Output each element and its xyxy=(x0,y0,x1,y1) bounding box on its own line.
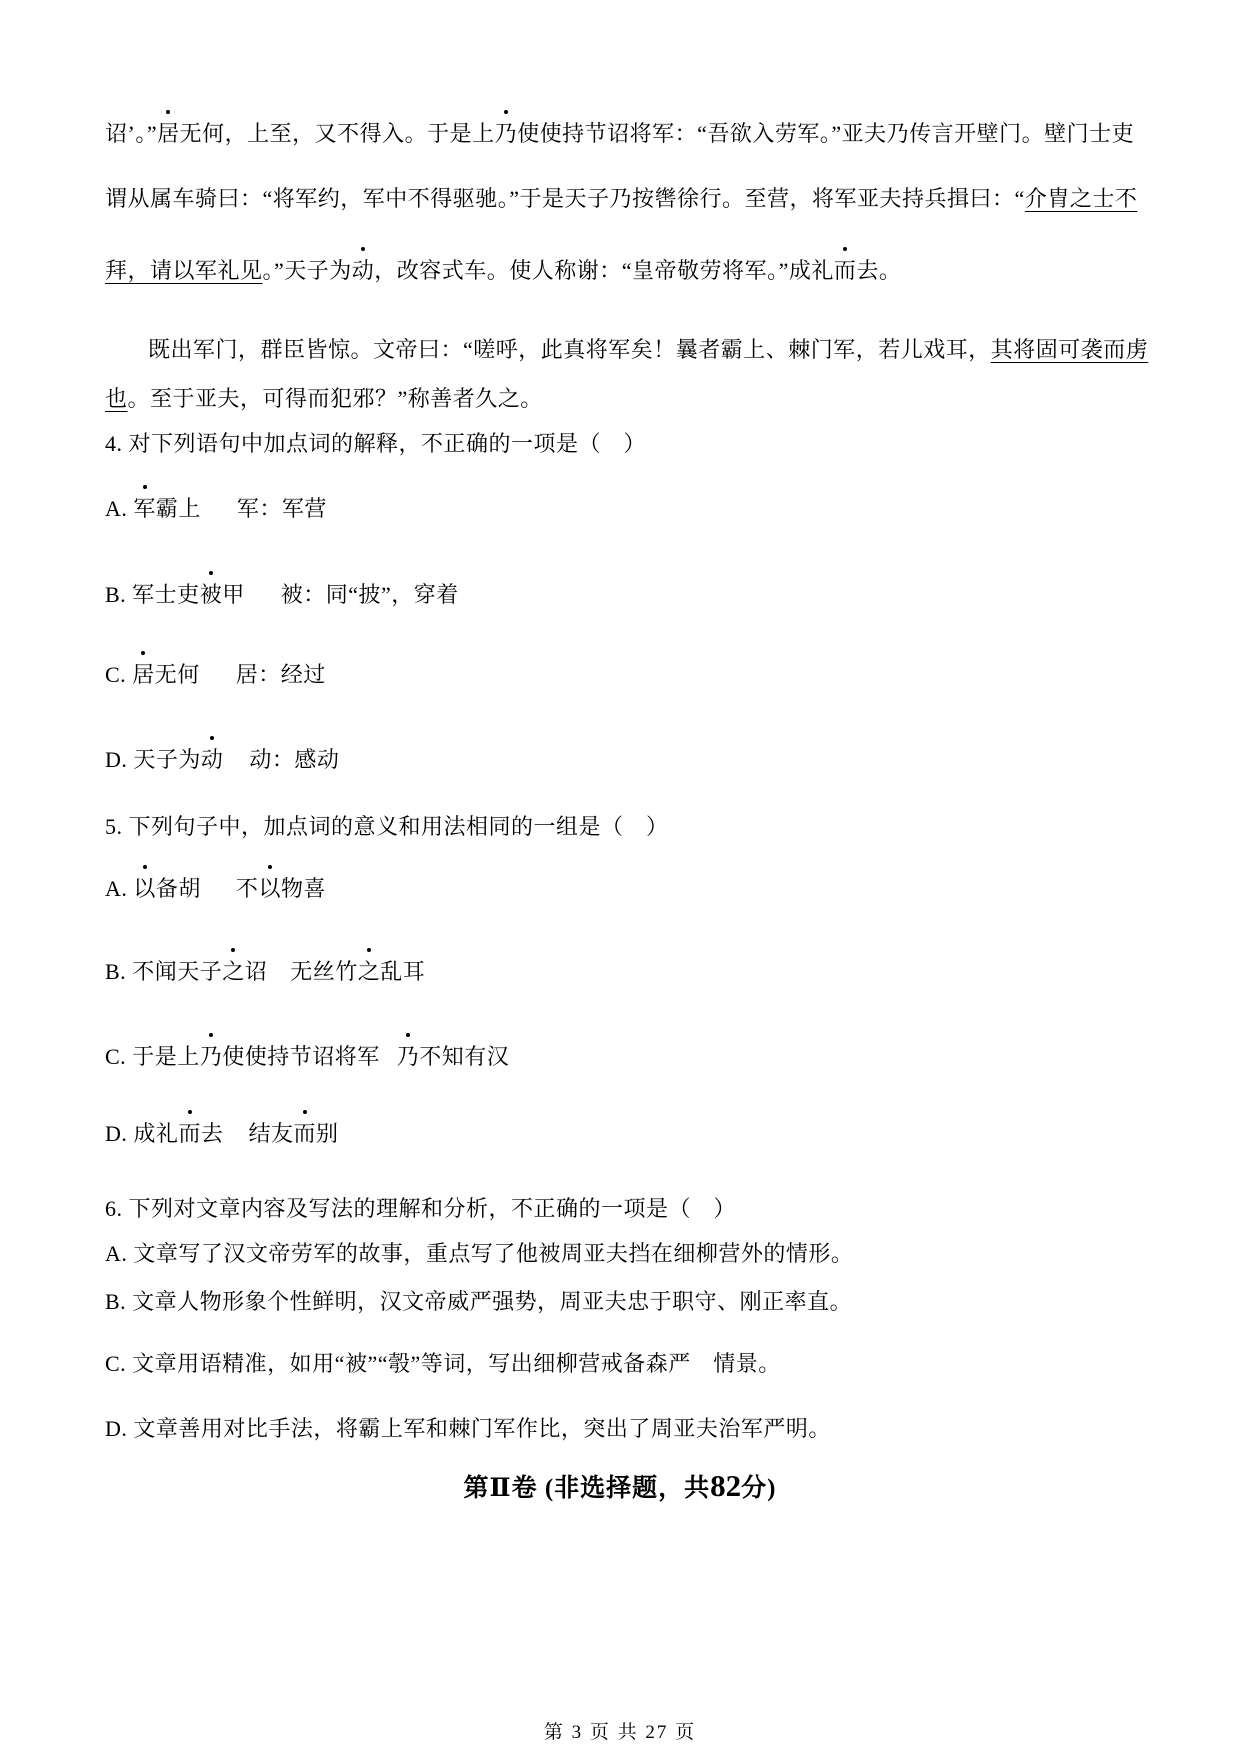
question-6-option-a xyxy=(105,1239,853,1269)
option-explanation: 居：经过 xyxy=(235,662,326,687)
emphasis-dot-char: 居 xyxy=(132,660,155,690)
passage-text: 。至于亚夫，可得而犯邪？”称善者久之。 xyxy=(127,386,543,411)
question-stem-text: 6. 下列对文章内容及写法的理解和分析，不正确的一项是（ ） xyxy=(105,1196,737,1221)
question-stem-text: 5. 下列句子中，加点词的意义和用法相同的一组是（ ） xyxy=(105,814,669,839)
question-5-option-a xyxy=(105,874,326,904)
question-4-option-b xyxy=(105,580,459,610)
question-4-option-a xyxy=(105,494,327,524)
emphasis-dot-char: 之 xyxy=(222,957,245,987)
passage-text: 谓从属车骑曰：“将军约，军中不得驱驰。”于是天子乃按辔徐行。至营，将军亚夫持兵揖曰：“ xyxy=(105,186,1025,211)
heading-text: 分) xyxy=(741,1475,777,1502)
emphasis-dot-char: 而 xyxy=(834,256,857,286)
option-text: 霸上 xyxy=(155,496,201,521)
option-text: C. xyxy=(105,1044,133,1069)
passage-text: 使使持节诏将军：“吾欲入劳军。”亚夫乃传言开壁门。壁门士吏 xyxy=(517,121,1135,146)
emphasis-dot-char: 乃 xyxy=(495,119,518,149)
underlined-text: 也 xyxy=(105,386,128,411)
option-text: 于是上 xyxy=(132,1044,200,1069)
emphasis-dot-char: 居 xyxy=(157,119,180,149)
option-text: C. 文章用语精准，如用“被”“彀”等词，写出细柳营戒备森严 情景。 xyxy=(105,1351,781,1376)
option-text: 成礼 xyxy=(133,1121,179,1146)
option-text: D. 文章善用对比手法，将霸上军和棘门军作比，突出了周亚夫治军严明。 xyxy=(105,1416,831,1441)
emphasis-dot-char: 动 xyxy=(201,745,224,775)
emphasis-dot-char: 以 xyxy=(258,874,281,904)
emphasis-dot-char: 乃 xyxy=(397,1042,420,1072)
underlined-text: 拜，请以军礼见 xyxy=(105,258,263,283)
emphasis-dot-char: 被 xyxy=(200,580,223,610)
passage-p2-line2 xyxy=(105,384,543,414)
page-footer xyxy=(0,1720,1240,1746)
option-explanation: 被：同“披”，穿着 xyxy=(280,582,459,607)
page-number-label: 第 3 页 共 27 页 xyxy=(543,1722,697,1743)
emphasis-dot-char: 军 xyxy=(133,494,156,524)
option-text: 诏 xyxy=(244,959,268,984)
question-5-option-b xyxy=(105,957,425,987)
option-text: C. xyxy=(105,662,133,687)
option-text: 结友 xyxy=(248,1121,294,1146)
passage-p1-line1 xyxy=(105,119,1134,149)
question-stem-text: 4. 对下列语句中加点词的解释，不正确的一项是（ ） xyxy=(105,431,647,456)
passage-text: 无何，上至，又不得入。于是上 xyxy=(179,121,495,146)
section-2-heading xyxy=(0,1468,1240,1507)
passage-text: 去。 xyxy=(856,258,902,283)
question-5-stem xyxy=(105,812,669,842)
option-text: 无何 xyxy=(154,662,200,687)
emphasis-dot-char: 而 xyxy=(178,1119,201,1149)
option-text: 别 xyxy=(315,1121,339,1146)
option-text: 去 xyxy=(200,1121,224,1146)
underlined-text: 介胄之士不 xyxy=(1024,186,1138,211)
option-text: 无丝竹 xyxy=(290,959,358,984)
question-4-option-c xyxy=(105,660,326,690)
passage-text: 既出军门，群臣皆惊。文帝曰：“嗟呼，此真将军矣！曩者霸上、棘门军，若儿戏耳， xyxy=(148,337,991,362)
emphasis-dot-char: 而 xyxy=(293,1119,316,1149)
passage-p2-line1 xyxy=(148,335,1148,365)
emphasis-dot-char: 乃 xyxy=(200,1042,223,1072)
emphasis-dot-char: 动 xyxy=(352,256,375,286)
option-text: D. 天子为 xyxy=(105,747,201,772)
heading-score: 82 xyxy=(710,1468,742,1503)
option-text: B. 军士吏 xyxy=(105,582,200,607)
emphasis-dot-char: 以 xyxy=(133,874,156,904)
option-explanation: 军：军营 xyxy=(236,496,327,521)
option-text: A. 文章写了汉文帝劳军的故事，重点写了他被周亚夫挡在细柳营外的情形。 xyxy=(105,1241,854,1266)
option-text: B. 文章人物形象个性鲜明，汉文帝威严强势，周亚夫忠于职守、刚正率直。 xyxy=(105,1289,853,1314)
option-text: A. xyxy=(105,496,134,521)
passage-p1-line2 xyxy=(105,184,1137,214)
question-4-option-d xyxy=(105,745,339,775)
question-5-option-d xyxy=(105,1119,338,1149)
emphasis-dot-char: 之 xyxy=(358,957,381,987)
option-text: 使使持节诏将军 xyxy=(222,1044,380,1069)
passage-text: 诏’。” xyxy=(105,121,158,146)
passage-text: ，改容式车。使人称谢：“皇帝敬劳将军。”成礼 xyxy=(374,258,834,283)
passage-text: 。”天子为 xyxy=(262,258,352,283)
option-explanation: 动：感动 xyxy=(249,747,340,772)
heading-text: 第Ⅱ卷 xyxy=(463,1475,538,1502)
option-text: D. xyxy=(105,1121,134,1146)
question-6-option-b xyxy=(105,1287,852,1317)
question-5-option-c xyxy=(105,1042,509,1072)
option-text: 不知有汉 xyxy=(419,1044,510,1069)
question-6-option-d xyxy=(105,1414,831,1444)
question-6-option-c xyxy=(105,1349,781,1379)
question-6-stem xyxy=(105,1194,736,1224)
passage-p1-line3 xyxy=(105,256,901,286)
heading-text: (非选择题，共 xyxy=(537,1475,711,1502)
option-text: 备胡 xyxy=(155,876,201,901)
question-4-stem xyxy=(105,429,646,459)
option-text: 物喜 xyxy=(280,876,326,901)
option-text: 乱耳 xyxy=(380,959,426,984)
option-text: 不闻天子 xyxy=(132,959,223,984)
option-text: 甲 xyxy=(222,582,245,607)
option-text: 不 xyxy=(235,876,259,901)
option-text: A. xyxy=(105,876,134,901)
option-text: B. xyxy=(105,959,133,984)
underlined-text: 其将固可袭而虏 xyxy=(990,337,1149,362)
